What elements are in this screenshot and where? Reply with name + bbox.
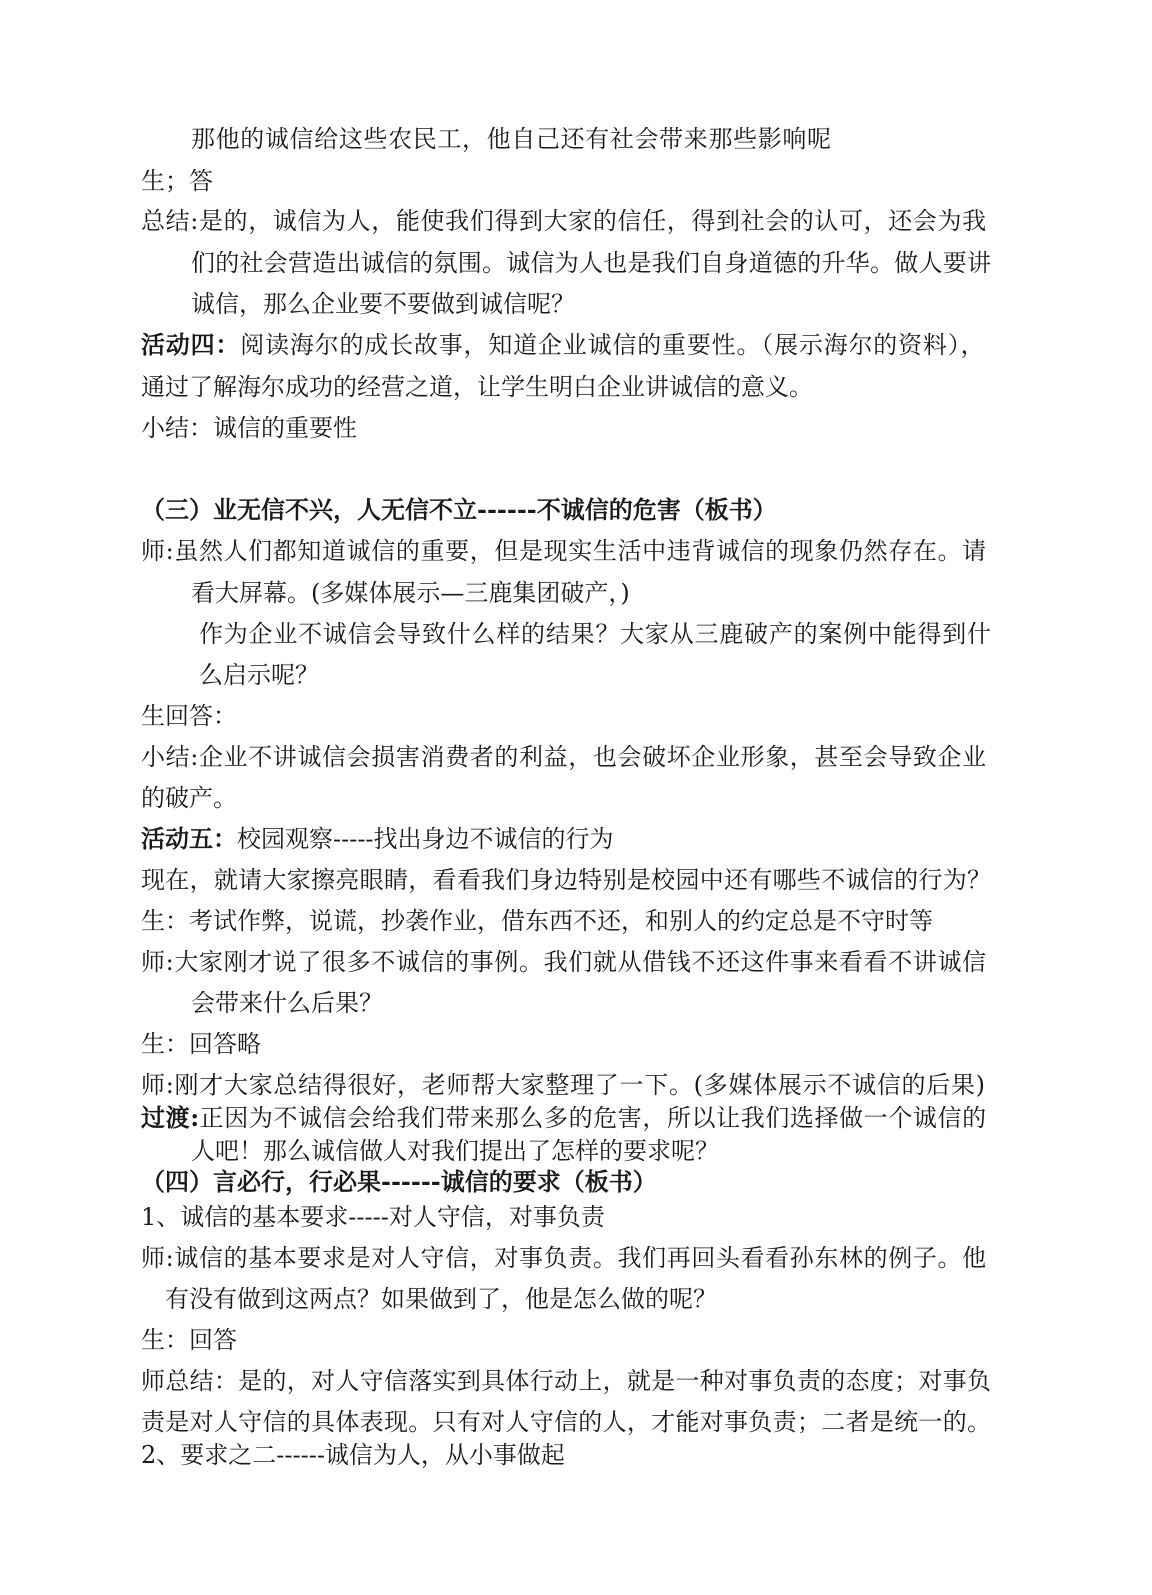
line-text: 校园观察-----找出身边不诚信的行为 <box>237 825 614 853</box>
text-line <box>141 328 985 362</box>
text-line: 生回答： <box>141 702 237 730</box>
section-heading: （四）言必行，行必果------诚信的要求（板书） <box>141 1167 657 1196</box>
line-text: 大家刚才说了很多不诚信的事例。我们就从借钱不还这件事来看看不讲诚信 <box>174 948 987 976</box>
line-label: 师: <box>141 1071 175 1099</box>
section-heading: （三）业无信不兴，人无信不立------不诚信的危害（板书） <box>141 495 777 524</box>
text-line <box>141 1241 987 1275</box>
text-line: 诚信，那么企业要不要做到诚信呢？ <box>191 290 575 318</box>
text-line <box>141 1101 987 1135</box>
text-line <box>141 534 987 568</box>
text-line: 生：回答略 <box>141 1030 261 1058</box>
text-line: 生；答 <box>141 167 213 195</box>
line-label: 师: <box>141 537 175 565</box>
line-label: 小结: <box>141 743 199 771</box>
line-label: 总结: <box>141 207 199 235</box>
activity-label: 活动四： <box>141 330 241 359</box>
text-line: 生：回答 <box>141 1326 237 1354</box>
text-line: 的破产。 <box>141 784 237 812</box>
text-line <box>141 204 987 238</box>
text-line: 师总结：是的，对人守信落实到具体行动上，就是一种对事负责的态度；对事负 <box>141 1367 992 1395</box>
line-text: 是的，诚信为人，能使我们得到大家的信任，得到社会的认可，还会为我 <box>198 207 987 235</box>
line-label: 师: <box>141 1244 175 1272</box>
line-text: 阅读海尔的成长故事，知道企业诚信的重要性。（展示海尔的资料）， <box>240 331 986 359</box>
text-line: 通过了解海尔成功的经营之道，让学生明白企业讲诚信的意义。 <box>141 373 813 401</box>
text-line: 2、要求之二------诚信为人，从小事做起 <box>141 1441 565 1469</box>
text-line: 生：考试作弊，说谎，抄袭作业，借东西不还，和别人的约定总是不守时等 <box>141 907 933 935</box>
text-line <box>141 740 987 774</box>
line-text: 诚信的基本要求是对人守信，对事负责。我们再回头看看孙东林的例子。他 <box>174 1244 987 1272</box>
text-line: 看大屏幕。(多媒体展示—三鹿集团破产，) <box>191 579 630 607</box>
text-line: 1、诚信的基本要求-----对人守信，对事负责 <box>141 1203 605 1231</box>
transition-label: 过渡: <box>141 1103 200 1132</box>
line-text: 刚才大家总结得很好，老师帮大家整理了一下。(多媒体展示不诚信的后果) <box>174 1071 986 1099</box>
text-line <box>141 1068 986 1102</box>
line-label: 师: <box>141 948 175 976</box>
text-line <box>141 822 614 856</box>
line-text: 企业不讲诚信会损害消费者的利益，也会破坏企业形象，甚至会导致企业 <box>198 743 987 771</box>
text-line: 小结：诚信的重要性 <box>141 414 357 442</box>
line-text: 虽然人们都知道诚信的重要，但是现实生活中违背诚信的现象仍然存在。请 <box>174 537 987 565</box>
activity-label: 活动五： <box>141 824 237 853</box>
text-line: 现在，就请大家擦亮眼睛，看看我们身边特别是校园中还有哪些不诚信的行为？ <box>141 866 992 894</box>
text-line: 人吧！那么诚信做人对我们提出了怎样的要求呢？ <box>191 1137 719 1165</box>
text-line: 作为企业不诚信会导致什么样的结果？大家从三鹿破产的案例中能得到什 <box>199 620 992 648</box>
text-line: 么启示呢？ <box>199 661 319 689</box>
text-line: 会带来什么后果？ <box>191 989 383 1017</box>
text-line <box>141 945 987 979</box>
text-line: 有没有做到这两点？如果做到了，他是怎么做的呢？ <box>165 1285 717 1313</box>
text-line: 那他的诚信给这些农民工，他自己还有社会带来那些影响呢 <box>191 125 832 153</box>
line-text: 正因为不诚信会给我们带来那么多的危害，所以让我们选择做一个诚信的 <box>199 1104 987 1132</box>
text-line: 责是对人守信的具体表现。只有对人守信的人，才能对事负责；二者是统一的。 <box>141 1408 992 1436</box>
text-line: 们的社会营造出诚信的氛围。诚信为人也是我们自身道德的升华。做人要讲 <box>191 249 992 277</box>
